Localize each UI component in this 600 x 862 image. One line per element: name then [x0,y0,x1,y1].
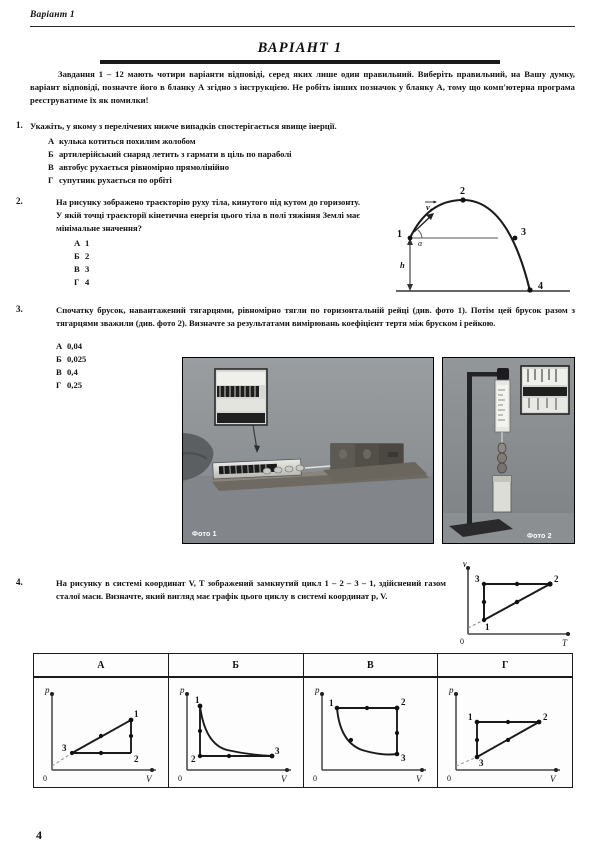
running-head: Варіант 1 [30,10,75,20]
pv-b-y-label: p [179,685,185,695]
option-text: кулька котиться похилим жолобом [59,135,196,146]
option-letter: В [48,162,54,173]
question-2 [16,196,360,289]
vt-origin-label: 0 [460,637,464,646]
pv-b-point-1: 1 [194,695,200,705]
option-letter: А [56,340,63,351]
question-4 [16,577,450,603]
option-row[interactable] [56,340,575,353]
trajectory-label-2: 2 [460,186,465,197]
pv-a-point-1: 1 [134,709,139,719]
header-rule [30,26,575,27]
option-letter: Г [56,379,62,390]
trajectory-label-1: 1 [397,229,402,240]
pv-v-x-label: V [415,774,421,784]
answer-header-b: Б [169,654,304,676]
trajectory-point-3 [513,236,518,241]
question-1-number: 1. [16,120,23,130]
answer-cell-a[interactable] [34,678,169,787]
answer-table-body [34,678,572,787]
title-rule [100,60,500,64]
photo-2-caption: Фото 2 [527,533,552,540]
answer-cell-g[interactable] [438,678,572,787]
vt-point-label-2: 2 [554,574,559,584]
option-letter: Г [74,276,80,287]
pv-a-x-label: V [146,774,152,784]
pv-a-origin: 0 [43,774,47,783]
pv-v-point-3: 3 [400,753,405,763]
pv-b-x-label: V [280,774,287,784]
option-row[interactable] [74,276,360,289]
pv-g-point-2: 2 [543,712,548,722]
pv-v-point-2: 2 [400,697,405,707]
option-row[interactable] [74,263,360,276]
page-title: ВАРІАНТ 1 [257,40,343,56]
option-letter: В [56,366,62,377]
trajectory-point-4 [527,287,532,292]
option-text: 0,4 [67,366,78,377]
trajectory-svg [388,186,578,301]
question-1-text: Укажіть, у якому з перелічених нижче випадків спостерігається явище інерції. [30,121,337,131]
option-letter: Б [74,250,80,261]
photo-1 [182,357,434,544]
trajectory-label-3: 3 [521,227,526,238]
trajectory-point-1 [408,236,413,241]
option-letter: А [74,237,81,248]
page-number: 4 [36,828,42,842]
velocity-vector-label: v₀ [426,202,433,212]
vt-point-label-3: 3 [475,574,480,584]
pv-g-y-label: p [449,685,454,695]
experiment-photos [182,357,575,544]
pv-g-origin: 0 [447,774,452,783]
trajectory-point-2 [460,197,465,202]
pv-b-point-2: 2 [190,754,196,764]
pv-diagram-g [438,678,573,790]
pv-diagram-a [34,678,169,790]
photo-1-caption: Фото 1 [192,531,217,538]
option-text: автобус рухається рівномірно прямолінійно [59,162,229,173]
option-text: 0,04 [67,340,83,351]
question-4-text: На рисунку в системі координат V, T зображений замкнутий цикл 1 – 2 – 3 – 1, здійснений газом сталої маси. Визначте, який вигляд має графік цього циклу в системі координат p, V. [56,578,446,601]
option-text: 1 [85,237,90,248]
option-letter: Г [48,175,54,186]
option-text: 4 [85,276,90,287]
projectile-trajectory-figure [388,186,578,301]
vt-cycle-svg [458,562,578,650]
option-row[interactable] [74,237,360,250]
option-row[interactable] [74,250,360,263]
option-text: супутник рухається по орбіті [59,175,172,186]
option-letter: В [74,263,80,274]
photo-2 [442,357,575,544]
question-2-text: На рисунку зображено траєкторію руху тіла, кинутого під кутом до горизонту. У якій точці траєкторії кінетична енергія цього тіла в полі тяжіння Землі має мінімальне значення? [56,197,360,233]
pv-v-point-1: 1 [328,698,333,708]
pv-a-y-label: p [45,685,50,695]
vt-x-axis-label: T [562,638,568,648]
photo-1-image [183,358,434,544]
option-letter: А [48,135,55,146]
pv-g-point-1: 1 [468,712,473,722]
option-text: артилерійський снаряд летить з гармати в ціль по параболі [59,148,292,159]
option-row[interactable] [48,161,450,174]
option-text: 0,025 [67,353,87,364]
instructions-paragraph: Завдання 1 – 12 мають чотири варіанти відповіді, серед яких лише один правильний. Виберіть правильний, на Вашу думку, варіант відповіді, позначте його в бланку А згідно з інструкцією. Не робіть інших позначок у бланку А, тому що комп'ютерна програма реєструватиме їх як помилки! [30,69,575,106]
answer-header-a: А [34,654,169,676]
question-3-number: 3. [16,304,23,314]
question-1-options [48,135,450,187]
option-row[interactable] [48,148,450,161]
pv-b-origin: 0 [177,774,182,783]
answer-header-v: В [304,654,439,676]
option-text: 3 [85,263,90,274]
question-2-number: 2. [16,196,23,206]
vt-y-axis-label: V [462,562,468,569]
pv-b-point-3: 3 [274,746,280,756]
trajectory-label-4: 4 [538,281,543,292]
answer-options-table [33,653,573,788]
pv-a-point-3: 3 [62,743,67,753]
question-3-text: Спочатку брусок, навантажений тягарцями, рівномірно тягли по горизонтальній рейці (див. фото 1). Потім цей брусок разом з тягарцями зважили (див. фото 2). Визначте за результатами вимірювань коефіцієнт тертя між бруском і рейкою. [56,305,575,328]
angle-label: α [418,239,423,248]
option-text: 2 [85,250,90,261]
question-4-number: 4. [16,577,23,587]
answer-cell-b[interactable] [169,678,304,787]
option-letter: Б [56,353,62,364]
pv-g-x-label: V [550,774,556,784]
answer-header-g: Г [501,659,509,671]
pv-g-point-3: 3 [479,758,484,768]
vt-point-label-1: 1 [485,622,490,632]
option-letter: Б [48,148,54,159]
pv-v-origin: 0 [312,774,317,783]
pv-v-y-label: p [314,685,319,695]
question-2-options [74,237,360,289]
pv-a-point-2: 2 [134,754,139,764]
option-row[interactable] [48,135,450,148]
pv-diagram-b [169,678,304,790]
question-1 [16,120,450,187]
height-label: h [400,260,405,270]
vt-cycle-figure [458,562,578,650]
option-text: 0,25 [67,379,83,390]
answer-table-header [34,654,572,678]
answer-cell-v[interactable] [304,678,439,787]
photo-2-image [443,358,575,544]
pv-diagram-v [304,678,439,790]
